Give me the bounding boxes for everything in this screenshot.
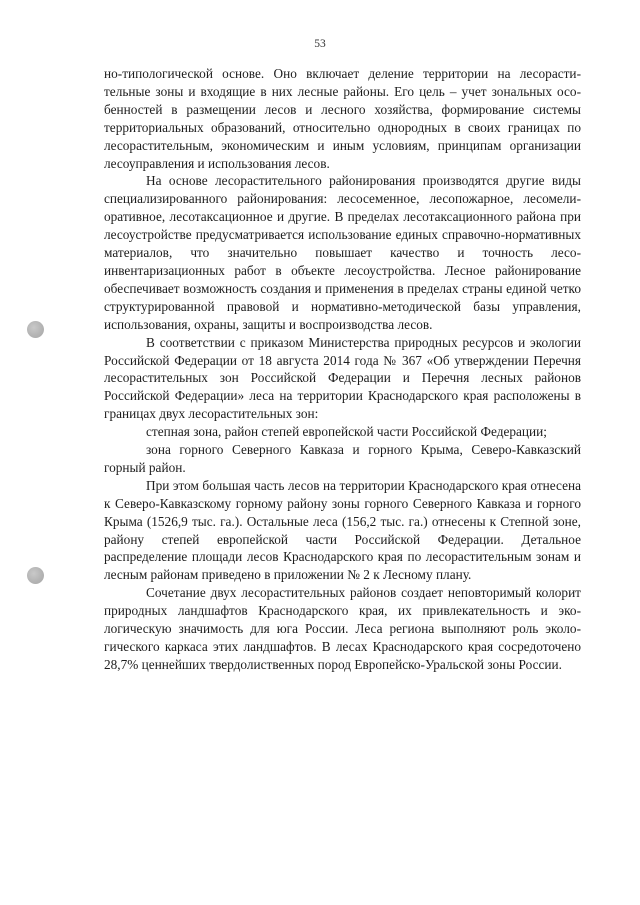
- list-item-steppe-zone: степная зона, район степей европейской части Российской Федерации;: [146, 424, 547, 440]
- list-item-mountain-zone: зона горного Северного Кавказа и горного Крыма, Северо-Кавказский горный район.: [104, 442, 581, 475]
- page-number: 53: [314, 38, 326, 50]
- document-body: [104, 65, 581, 674]
- punch-hole: [27, 567, 44, 584]
- paragraph-2: На основе лесорастительного районирования производятся другие виды специализированного районирования: лесосеменное, лесопожарное, лесомелиоративное, лесотаксационное и другие. В пределах лесотаксационного района при лесоустройстве предусматривается использование единых справочно-нормативных материалов, что значительно повышает качество и точность лесоинвентаризационных работ в объекте лесоустройства. Лесное районирование обеспечивает возможность создания и применения в пределах страны единой четко структурированной правовой и нормативно-методической базы управления, использования, охраны, защиты и воспроизводства лесов.: [104, 173, 581, 332]
- paragraph-5: Сочетание двух лесорастительных районов создает неповторимый колорит природных ландшафтов Краснодарского края, их привлекательность и экологическую значимость для юга России. Леса региона выполняют роль экологического каркаса этих ландшафтов. В лесах Краснодарского края сосредоточено 28,7% ценнейших твердолиственных пород Европейско-Уральской зоны России.: [104, 585, 581, 672]
- paragraph-4: При этом большая часть лесов на территории Краснодарского края отнесена к Северо-Кавказскому горному району зоны горного Северного Кавказа и горного Крыма (1526,9 тыс. га.). Остальные леса (156,2 тыс. га.) отнесены к Степной зоне, району степей европейской части Российской Федерации. Детальное распределение площади лесов Краснодарского края по лесорастительным зонам и лесным районам приведено в приложении № 2 к Лесному плану.: [104, 477, 581, 583]
- paragraph-1: но-типологической основе. Оно включает деление территории на лесорастительные зоны и входящие в них лесные районы. Его цель – учет зональных особенностей в размещении лесов и лесного хозяйства, формирование системы территориальных образований, относительно однородных в своих границах по лесорастительным, экономическим и иным условиям, принципам организации лесоуправления и использования лесов.: [104, 66, 581, 171]
- punch-hole: [27, 321, 44, 338]
- paragraph-3: В соответствии с приказом Министерства природных ресурсов и экологии Российской Федерации от 18 августа 2014 года № 367 «Об утверждении Перечня лесорастительных зон Российской Федерации и Перечня лесных районов Российской Федерации» леса на территории Краснодарского края расположены в границах двух лесорастительных зон:: [104, 334, 581, 422]
